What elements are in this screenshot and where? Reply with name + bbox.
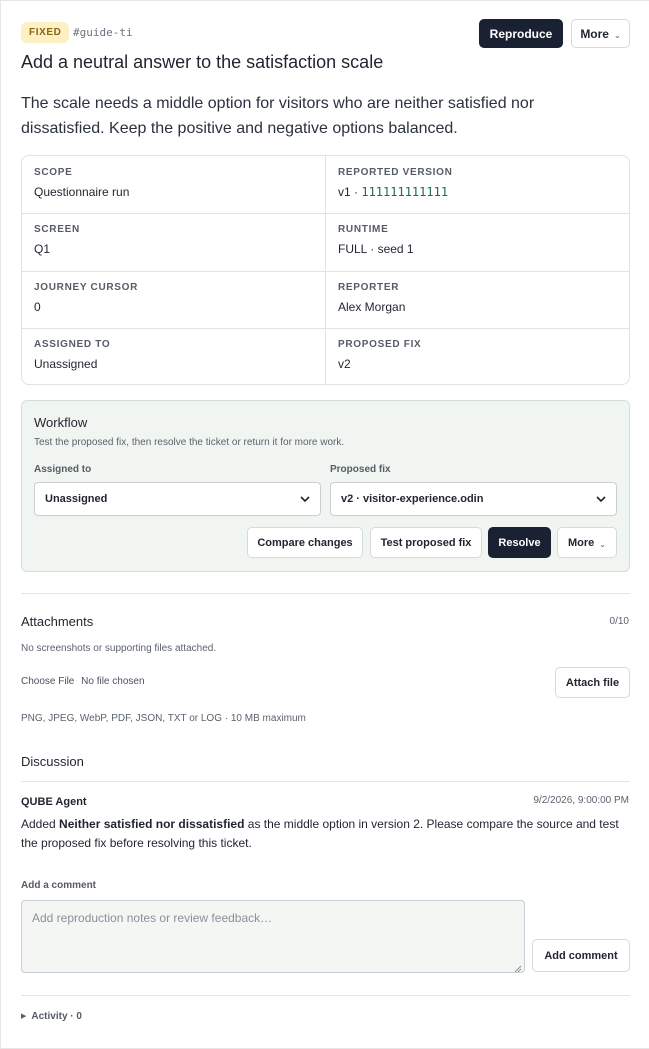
meta-value: 0 [34,300,41,314]
meta-label: RUNTIME [338,224,389,235]
meta-label: REPORTED VERSION [338,167,453,178]
meta-value: Questionnaire run [34,185,130,199]
meta-proposed-fix [326,328,630,385]
file-input[interactable] [21,676,145,687]
assigned-to-select[interactable] [34,482,321,516]
reproduce-label: Reproduce [489,26,553,41]
meta-label: ASSIGNED TO [34,339,111,350]
section-divider [21,781,630,782]
meta-runtime [326,213,630,271]
attachments-title: Attachments [21,614,94,629]
meta-value: Q1 [34,242,51,256]
activity-label: Activity · 0 [31,1011,82,1022]
proposed-fix-select[interactable] [330,482,617,516]
add-comment-label: Add a comment [21,880,97,891]
comment-author: QUBE Agent [21,796,87,808]
proposed-fix-label: Proposed fix [330,464,391,475]
comment-textarea[interactable] [21,900,525,973]
assigned-to-label: Assigned to [34,464,92,475]
section-divider [21,593,630,594]
meta-journey-cursor [22,271,326,329]
chevron-down-icon [596,494,606,505]
workflow-title: Workflow [34,415,88,430]
ticket-description: The scale needs a middle option for visitors who are neither satisfied nor dissatisfied. Keep the positive and negative options balanced. [21,95,535,137]
compare-changes-button[interactable] [247,527,363,558]
resolve-button[interactable] [488,527,551,558]
meta-value: v2 [338,357,351,371]
comment-placeholder: Add reproduction notes or review feedback… [32,911,273,925]
meta-reported-version [326,156,630,214]
add-comment-button-label: Add comment [544,949,618,962]
meta-value: Alex Morgan [338,300,406,314]
discussion-title: Discussion [21,754,84,769]
more-label: More [580,26,609,41]
more-button[interactable] [571,19,630,48]
meta-screen [22,213,326,271]
workflow-more-button[interactable] [557,527,617,558]
comment-body [21,815,626,853]
ticket-id: #guide-ti [73,26,133,39]
meta-value [338,185,618,199]
page-title: Add a neutral answer to the satisfaction scale [21,52,384,72]
chevron-down-icon: ⌄ [599,539,606,549]
attachments-empty-text: No screenshots or supporting files attached. [21,643,217,654]
chevron-down-icon [300,494,310,505]
comment-highlight: Neither satisfied nor dissatisfied [59,817,245,831]
meta-scope [22,156,326,214]
meta-label: SCOPE [34,167,73,178]
comment-text: Added [21,817,60,831]
meta-assigned-to [22,328,326,385]
comment-text: as the middle option in version 2. Please compare the source and test the proposed fix before resolving this ticket. [21,817,619,850]
meta-label: PROPOSED FIX [338,339,422,350]
version-prefix: v1 · [338,185,362,199]
caret-right-icon: ▶ [21,1013,27,1020]
workflow-more-label: More [568,536,595,549]
test-proposed-fix-button[interactable] [370,527,482,558]
meta-value: Unassigned [34,357,98,371]
chevron-down-icon: ⌄ [613,30,621,40]
meta-label: REPORTER [338,282,400,293]
status-badge: FIXED [21,22,69,43]
add-comment-button[interactable] [532,939,630,972]
resolve-label: Resolve [498,536,541,549]
section-divider [21,995,630,996]
file-type-hint: PNG, JPEG, WebP, PDF, JSON, TXT or LOG · 10 MB maximum [21,713,306,724]
compare-changes-label: Compare changes [257,536,353,549]
resize-handle-icon[interactable] [514,962,522,970]
proposed-fix-value: v2 · visitor-experience.odin [341,493,484,505]
activity-toggle[interactable] [21,1011,82,1022]
assigned-to-value: Unassigned [45,493,108,505]
version-hash: 111111111111 [361,185,449,199]
workflow-panel [21,400,630,572]
meta-value: FULL · seed 1 [338,242,414,256]
attach-file-button[interactable] [555,667,630,698]
test-proposed-fix-label: Test proposed fix [380,536,472,549]
comment-timestamp: 9/2/2026, 9:00:00 PM [533,795,629,806]
meta-label: JOURNEY CURSOR [34,282,139,293]
attachments-count: 0/10 [609,616,629,627]
choose-file-button[interactable]: Choose File [21,676,75,687]
meta-label: SCREEN [34,224,80,235]
meta-reporter [326,271,630,329]
no-file-text: No file chosen [81,676,145,687]
metadata-grid [21,155,630,385]
workflow-subtitle: Test the proposed fix, then resolve the ticket or return it for more work. [34,437,345,448]
attach-file-label: Attach file [565,676,620,689]
reproduce-button[interactable] [479,19,563,48]
